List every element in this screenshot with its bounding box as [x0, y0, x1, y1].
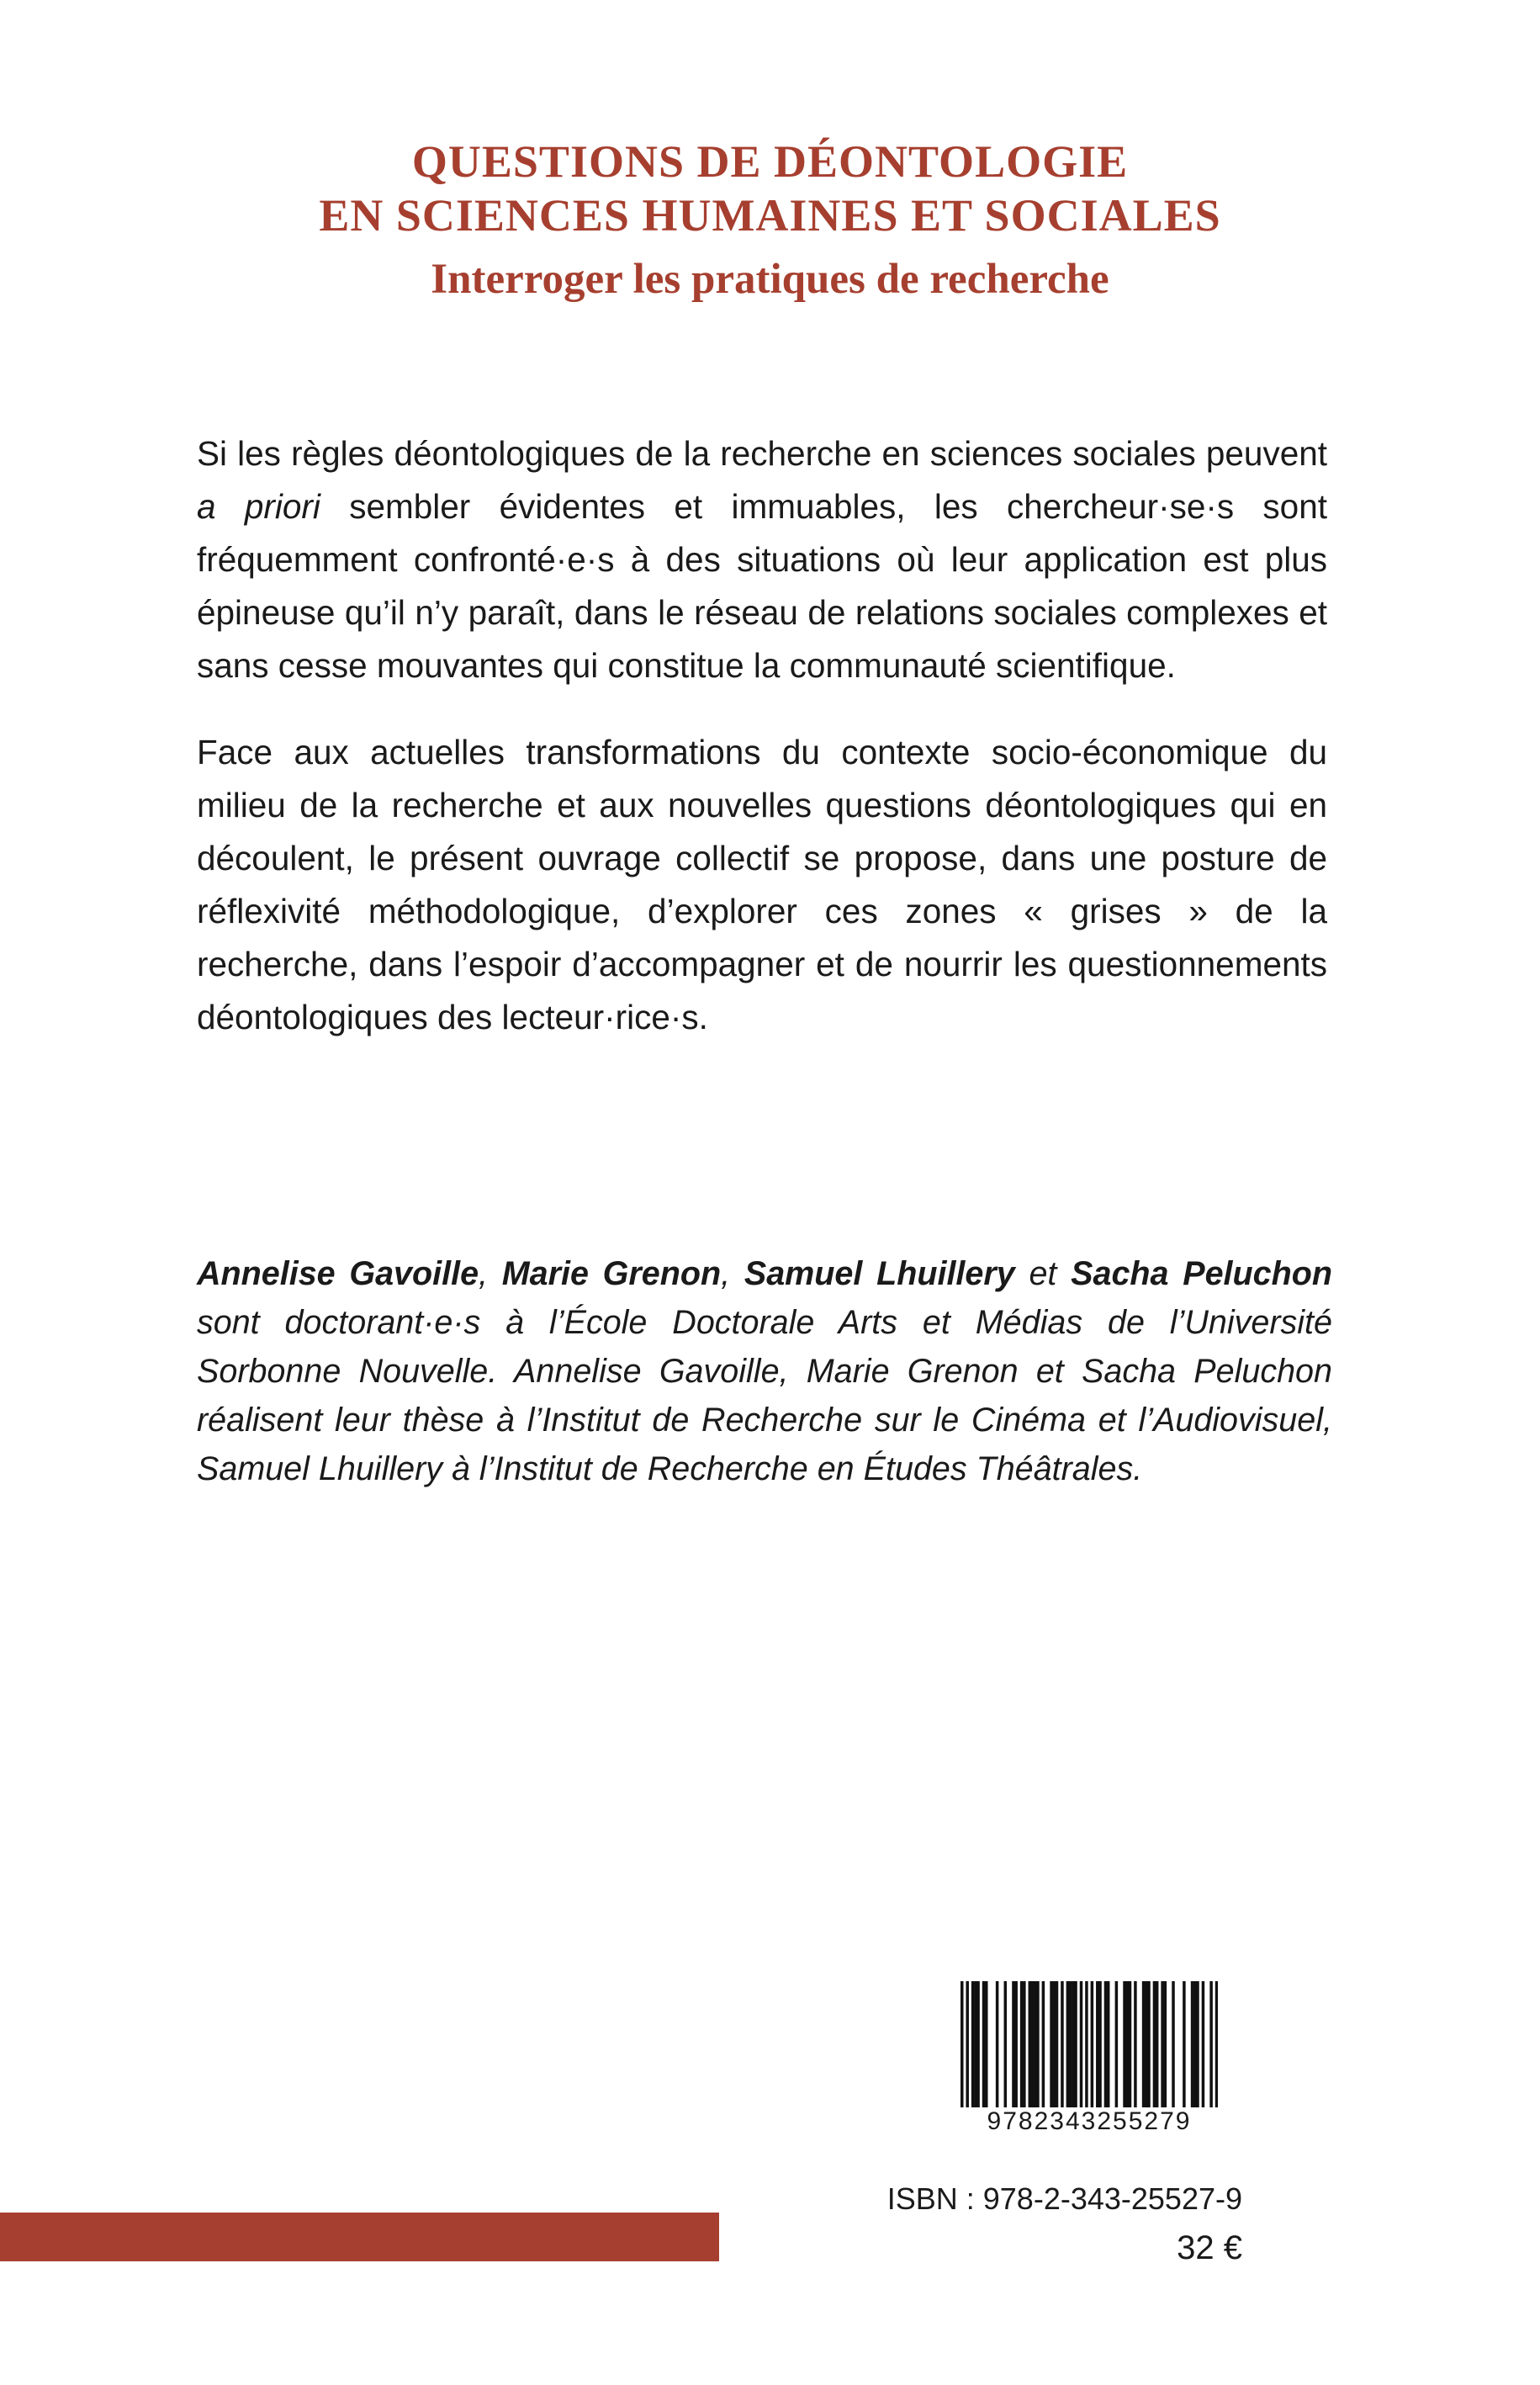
accent-band	[0, 2213, 719, 2261]
barcode-bar	[1153, 1981, 1156, 2107]
barcode-bar	[1036, 1981, 1040, 2107]
barcode-bar	[1193, 1981, 1197, 2107]
barcode-bar	[1183, 1981, 1186, 2107]
subtitle: Interroger les pratiques de recherche	[431, 256, 1109, 303]
barcode-bar	[1023, 1981, 1026, 2107]
barcode-bar	[1115, 1981, 1119, 2107]
barcode-bar	[996, 1981, 999, 2107]
barcode-bar	[961, 1981, 964, 2107]
summary-paragraph-2: Face aux actuelles transformations du contexte socio-économique du milieu de la recherche et aux nouvelles questions déontologiques qui en découlent, le présent ouvrage collectif se propose, dans une posture de réflexivité méthodologique, d’explorer ces zones « grises » de la recherche, dans l’espoir d’accompagner et de nourrir les questionnements déontologiques des lecteur·rice·s.	[197, 733, 1327, 1036]
barcode-bar	[1066, 1981, 1070, 2107]
author-name-2: Marie Grenon	[501, 1255, 722, 1292]
barcode-bar	[1053, 1981, 1056, 2107]
summary-p1-end: sembler évidentes et immuables, les chercheur·se·s sont fréquemment confronté·e·s à des situations où leur application est plus épineuse qu’il n’y paraît, dans le réseau de relations sociales complexes et sans cesse mouvantes qui constitue la communauté scientifique.	[197, 487, 1327, 685]
barcode-bar	[1125, 1981, 1129, 2107]
barcode-bar	[1098, 1981, 1102, 2107]
barcode-bar	[1050, 1981, 1053, 2107]
barcode-bar	[1096, 1981, 1099, 2107]
barcode-bar	[974, 1981, 977, 2107]
barcode-bar	[1196, 1981, 1199, 2107]
barcode-bar	[1209, 1981, 1213, 2107]
barcode-bar	[1161, 1981, 1164, 2107]
author-name-1: Annelise Gavoille	[197, 1255, 479, 1292]
barcode-bar	[1042, 1981, 1045, 2107]
barcode-bar	[982, 1981, 986, 2107]
barcode-bar	[1145, 1981, 1148, 2107]
barcode-digits: 9782343255279	[987, 2107, 1192, 2135]
barcode-bar	[1074, 1981, 1077, 2107]
author-separator-1: ,	[479, 1255, 502, 1292]
barcode-bar	[1142, 1981, 1146, 2107]
barcode-bar	[1056, 1981, 1059, 2107]
barcode-bar	[1129, 1981, 1132, 2107]
barcode-bar	[1061, 1981, 1064, 2107]
barcode-bar	[1191, 1981, 1194, 2107]
barcode-bar	[1020, 1981, 1024, 2107]
summary-p1-start: Si les règles déontologiques de la recherche en sciences sociales peuvent	[197, 434, 1327, 473]
barcode-bar	[1156, 1981, 1159, 2107]
barcode-bar	[1202, 1981, 1205, 2107]
author-name-3: Samuel Lhuillery	[744, 1255, 1015, 1292]
price-label: 32 €	[1177, 2229, 1242, 2266]
barcode-bar	[971, 1981, 975, 2107]
isbn-label: ISBN : 978-2-343-25527-9	[886, 2181, 1242, 2216]
barcode-bar	[1080, 1981, 1083, 2107]
barcode-bars	[961, 1981, 1218, 2107]
barcode-bar	[1029, 1981, 1032, 2107]
barcode-bar	[1107, 1981, 1110, 2107]
barcode-bar	[1031, 1981, 1035, 2107]
barcode-bar	[1134, 1981, 1137, 2107]
barcode-bar	[976, 1981, 980, 2107]
title-line-2: EN SCIENCES HUMAINES ET SOCIALES	[319, 190, 1221, 241]
title-block	[0, 135, 1540, 306]
author-separator-3: et	[1014, 1255, 1072, 1292]
barcode-bar	[1172, 1981, 1175, 2107]
summary-paragraph-1	[197, 427, 1327, 692]
title-line-1: QUESTIONS DE DÉONTOLOGIE	[411, 136, 1129, 187]
barcode-bar	[1072, 1981, 1075, 2107]
author-name-4: Sacha Peluchon	[1071, 1255, 1333, 1292]
barcode-bar	[1012, 1981, 1015, 2107]
author-separator-2: ,	[721, 1255, 744, 1292]
summary-p1-emphasis: a priori	[197, 487, 320, 526]
barcode-bar	[1164, 1981, 1167, 2107]
barcode-bar	[1069, 1981, 1072, 2107]
barcode-bar	[1085, 1981, 1088, 2107]
barcode-bar	[1004, 1981, 1008, 2107]
barcode-bar	[1034, 1981, 1037, 2107]
author-bio-text: sont doctorant·e·s à l’École Doctorale Arts et Médias de l’Université Sorbonne Nouvelle. Annelise Gavoille, Marie Grenon et Sacha Peluchon réalisent leur thèse à l’Institut de Recherche sur le Cinéma et l’Audiovisuel, Samuel Lhuillery à l’Institut de Recherche en Études Théâtrales.	[197, 1304, 1332, 1487]
barcode-bar	[1123, 1981, 1126, 2107]
barcode-bar	[1104, 1981, 1108, 2107]
barcode-bar	[985, 1981, 988, 2107]
author-bio	[197, 1249, 1332, 1493]
barcode-bar	[1091, 1981, 1094, 2107]
barcode-bar	[1147, 1981, 1151, 2107]
barcode-bar	[1014, 1981, 1018, 2107]
barcode-bar	[1215, 1981, 1218, 2107]
barcode-bar	[966, 1981, 969, 2107]
